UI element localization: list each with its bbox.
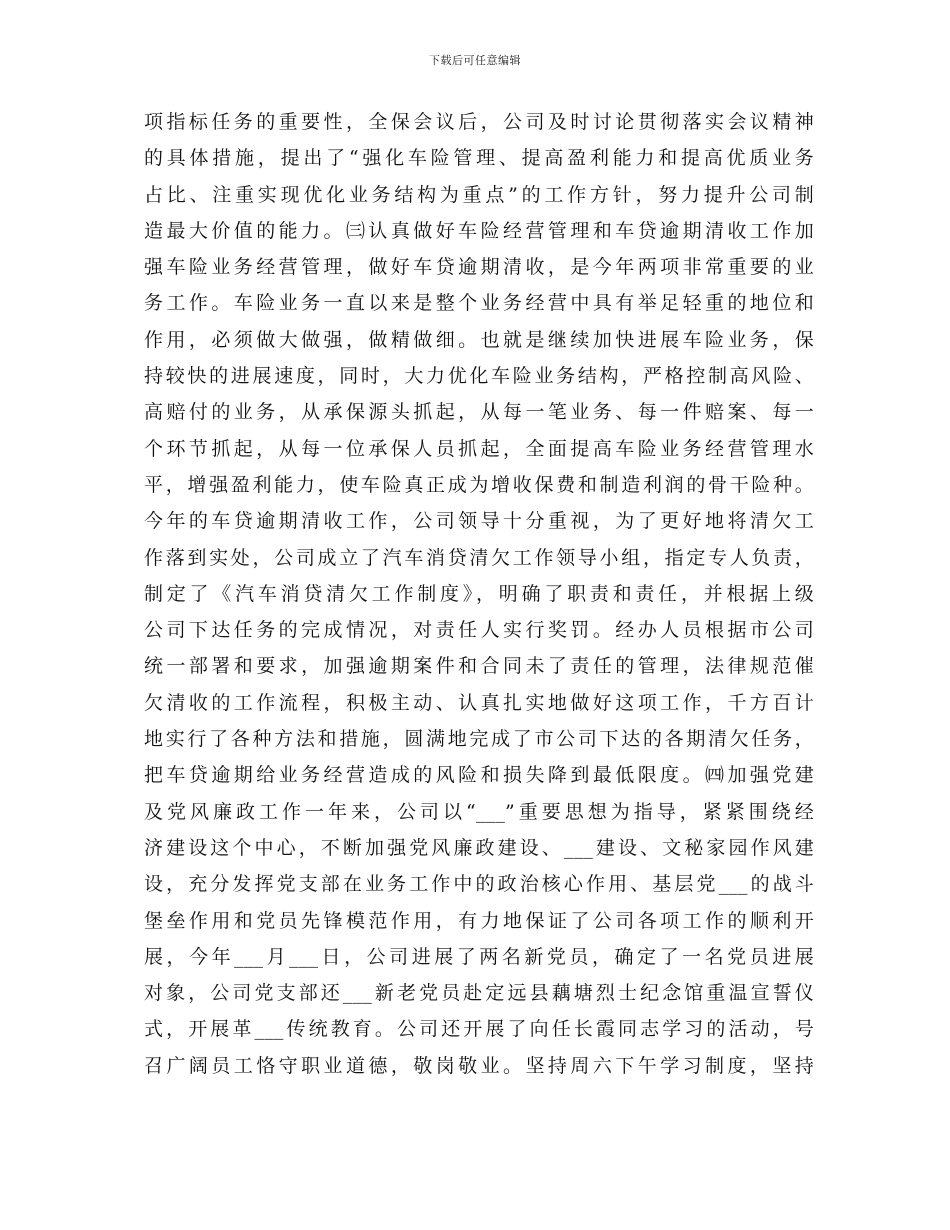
text-line: 作用，必须做大做强，做精做细。也就是继续加快进展车险业务，保 bbox=[144, 328, 814, 351]
text-line: 济建设这个中心，不断加强党风廉政建设、___建设、文秘家园作风建 bbox=[144, 836, 814, 859]
text-line: 项指标任务的重要性，全保会议后，公司及时讨论贯彻落实会议精神 bbox=[144, 111, 814, 133]
text-line: 造最大价值的能力。㈢认真做好车险经营管理和车贷逾期清收工作加 bbox=[144, 219, 814, 242]
text-line: 务工作。车险业务一直以来是整个业务经营中具有举足轻重的地位和 bbox=[144, 292, 814, 315]
text-line: 式，开展革___传统教育。公司还开展了向任长霞同志学习的活动，号 bbox=[144, 1018, 814, 1041]
text-line: 今年的车贷逾期清收工作，公司领导十分重视，为了更好地将清欠工 bbox=[144, 510, 814, 533]
text-line: 占比、注重实现优化业务结构为重点”的工作方针，努力提升公司制 bbox=[144, 183, 814, 206]
text-line: 召广阔员工恪守职业道德，敬岗敬业。坚持周六下午学习制度，坚持 bbox=[144, 1054, 814, 1077]
text-line: 的具体措施，提出了“强化车险管理、提高盈利能力和提高优质业务 bbox=[144, 147, 814, 170]
text-line: 公司下达任务的完成情况，对责任人实行奖罚。经办人员根据市公司 bbox=[144, 619, 814, 642]
text-line: 高赔付的业务，从承保源头抓起，从每一笔业务、每一件赔案、每一 bbox=[144, 401, 814, 424]
text-line: 设，充分发挥党支部在业务工作中的政治核心作用、基层党___的战斗 bbox=[144, 873, 814, 896]
text-line: 作落到实处，公司成立了汽车消贷清欠工作领导小组，指定专人负责， bbox=[144, 546, 814, 569]
page-header: 下载后可任意编辑 bbox=[429, 54, 521, 67]
text-line: 把车贷逾期给业务经营造成的风险和损失降到最低限度。㈣加强党建 bbox=[144, 764, 814, 787]
text-line: 强车险业务经营管理，做好车贷逾期清收，是今年两项非常重要的业 bbox=[144, 256, 814, 279]
document-body bbox=[144, 104, 814, 1084]
text-line: 及党风廉政工作一年来，公司以“___”重要思想为指导，紧紧围绕经 bbox=[144, 800, 814, 823]
text-line: 制定了《汽车消贷清欠工作制度》，明确了职责和责任，并根据上级 bbox=[144, 582, 814, 605]
text-line: 欠清收的工作流程，积极主动、认真扎实地做好这项工作，千方百计 bbox=[144, 691, 814, 714]
text-line: 地实行了各种方法和措施，圆满地完成了市公司下达的各期清欠任务， bbox=[144, 728, 814, 751]
text-line: 持较快的进展速度，同时，大力优化车险业务结构，严格控制高风险、 bbox=[144, 365, 814, 388]
text-line: 展，今年___月___日，公司进展了两名新党员，确定了一名党员进展 bbox=[144, 945, 814, 968]
text-line: 平，增强盈利能力，使车险真正成为增收保费和制造利润的骨干险种。 bbox=[144, 473, 814, 496]
text-line: 统一部署和要求，加强逾期案件和合同未了责任的管理，法律规范催 bbox=[144, 655, 814, 678]
text-line: 个环节抓起，从每一位承保人员抓起，全面提高车险业务经营管理水 bbox=[144, 437, 814, 460]
text-line: 对象，公司党支部还___新老党员赴定远县藕塘烈士纪念馆重温宣誓仪 bbox=[144, 982, 814, 1005]
text-line: 堡垒作用和党员先锋模范作用，有力地保证了公司各项工作的顺利开 bbox=[144, 909, 814, 932]
